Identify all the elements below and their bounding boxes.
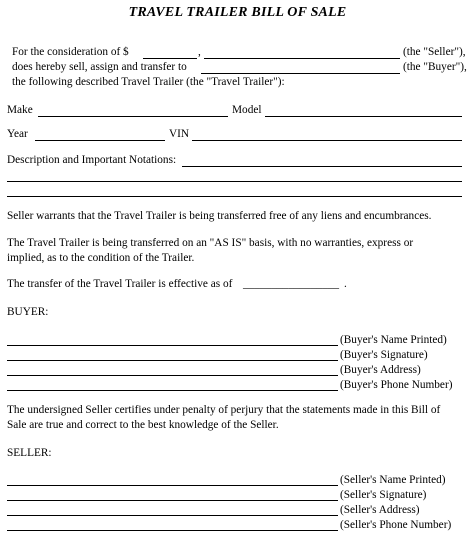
seller-phone-label: (Seller's Phone Number) — [340, 519, 452, 531]
make-label: Make — [7, 104, 33, 116]
buyer-phone-label: (Buyer's Phone Number) — [340, 379, 453, 391]
description-label: Description and Important Notations: — [7, 154, 177, 166]
vin-label: VIN — [169, 128, 190, 140]
description-field-line-2[interactable] — [7, 181, 462, 182]
warranty-clause: Seller warrants that the Travel Trailer is being transferred free of any liens and encumbrances. — [7, 210, 432, 222]
as-is-clause-line-1: The Travel Trailer is being transferred on an "AS IS" basis, with no warranties, express or — [7, 237, 414, 249]
buyer-name-label: (Buyer's Name Printed) — [340, 334, 447, 346]
document-title: TRAVEL TRAILER BILL OF SALE — [128, 5, 347, 20]
seller-address-label: (Seller's Address) — [340, 504, 420, 516]
year-field[interactable] — [35, 140, 165, 141]
consideration-amount-field[interactable] — [143, 58, 197, 59]
buyer-heading: BUYER: — [7, 306, 49, 318]
buyer-tag: (the "Buyer"), — [403, 61, 467, 73]
as-is-clause-line-2: implied, as to the condition of the Trailer. — [7, 252, 195, 264]
vin-field[interactable] — [192, 140, 462, 141]
buyer-signature-field[interactable] — [7, 360, 338, 361]
does-hereby-text: does hereby sell, assign and transfer to — [12, 61, 187, 73]
consideration-label: For the consideration of $ — [12, 46, 129, 58]
seller-tag: (the "Seller"), — [403, 46, 466, 58]
seller-name-field[interactable] — [7, 485, 338, 486]
seller-signature-label: (Seller's Signature) — [340, 489, 427, 501]
buyer-signature-label: (Buyer's Signature) — [340, 349, 428, 361]
buyer-name-intro-field[interactable] — [201, 73, 400, 74]
seller-phone-field[interactable] — [7, 530, 338, 531]
seller-name-intro-field[interactable] — [204, 58, 400, 59]
seller-address-field[interactable] — [7, 515, 338, 516]
effective-date-label: The transfer of the Travel Trailer is effective as of — [7, 278, 233, 290]
buyer-address-field[interactable] — [7, 375, 338, 376]
description-field-line-1[interactable] — [182, 166, 462, 167]
described-text: the following described Travel Trailer (the "Travel Trailer"): — [12, 76, 285, 88]
model-field[interactable] — [265, 116, 462, 117]
model-label: Model — [232, 104, 262, 116]
make-field[interactable] — [38, 116, 228, 117]
certification-line-1: The undersigned Seller certifies under penalty of perjury that the statements made in this Bill of — [7, 404, 441, 416]
effective-date-period: . — [344, 278, 347, 290]
description-field-line-3[interactable] — [7, 196, 462, 197]
seller-heading: SELLER: — [7, 447, 52, 459]
seller-name-label: (Seller's Name Printed) — [340, 474, 446, 486]
year-label: Year — [7, 128, 28, 140]
consideration-comma: , — [198, 46, 201, 58]
seller-signature-field[interactable] — [7, 500, 338, 501]
buyer-address-label: (Buyer's Address) — [340, 364, 421, 376]
buyer-name-field[interactable] — [7, 345, 338, 346]
effective-date-field[interactable]: _________________ — [243, 278, 340, 290]
buyer-phone-field[interactable] — [7, 390, 338, 391]
certification-line-2: Sale are true and correct to the best knowledge of the Seller. — [7, 419, 279, 431]
